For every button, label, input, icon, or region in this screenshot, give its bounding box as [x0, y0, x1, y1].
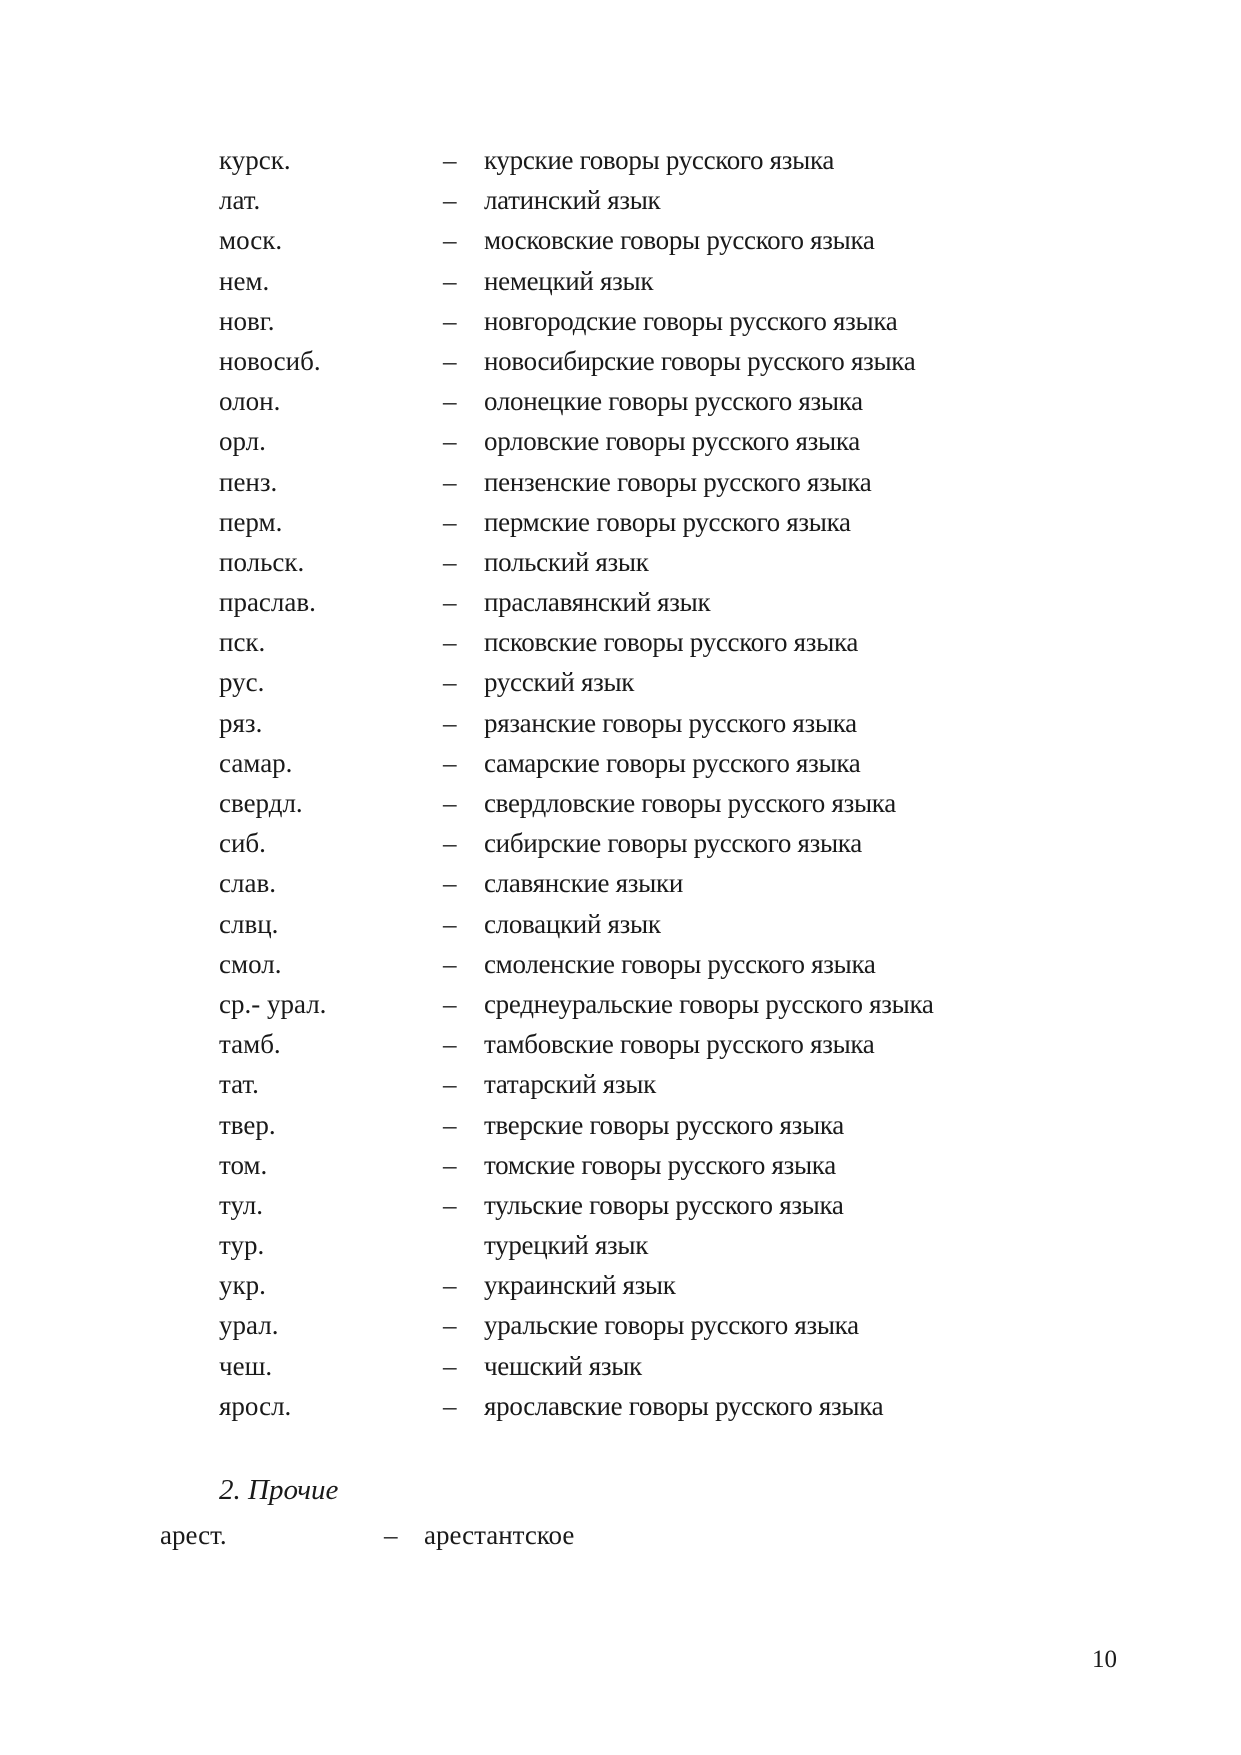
abbreviation: тат.	[219, 1069, 259, 1100]
abbreviation: слав.	[219, 868, 276, 899]
abbreviation-meaning: орловские говоры русского языка	[484, 426, 860, 457]
abbreviation-meaning: самарские говоры русского языка	[484, 747, 861, 778]
abbreviation-row	[0, 748, 1241, 788]
abbreviation-meaning: латинский язык	[484, 185, 661, 216]
abbreviation-row	[0, 467, 1241, 507]
abbreviation-meaning: тверские говоры русского языка	[484, 1109, 844, 1140]
abbreviation-meaning: псковские говоры русского языка	[484, 627, 859, 658]
abbreviation: перм.	[219, 506, 283, 537]
abbreviation-row	[0, 949, 1241, 989]
dash-separator: –	[443, 185, 457, 216]
dash-separator: –	[443, 305, 457, 336]
abbreviation: пенз.	[219, 466, 278, 497]
abbreviation: смол.	[219, 948, 282, 979]
abbreviation-meaning: новгородские говоры русского языка	[484, 305, 898, 336]
abbreviation-row	[0, 306, 1241, 346]
dash-separator: –	[443, 145, 457, 175]
abbreviation-row	[0, 909, 1241, 949]
dash-separator: –	[443, 1390, 457, 1421]
abbreviation-row	[0, 708, 1241, 748]
abbreviation: олон.	[219, 386, 281, 417]
abbreviation-meaning: славянские языки	[484, 868, 683, 899]
abbreviation-meaning: новосибирские говоры русского языка	[484, 345, 916, 376]
dash-separator: –	[443, 627, 457, 658]
abbreviation-row	[0, 185, 1241, 225]
abbreviation-meaning: рязанские говоры русского языка	[484, 707, 857, 738]
abbreviation-row	[0, 627, 1241, 667]
abbreviation-meaning: немецкий язык	[484, 265, 654, 296]
abbreviation: сиб.	[219, 828, 266, 859]
dash-separator: –	[443, 667, 457, 698]
abbreviation-meaning: сибирские говоры русского языка	[484, 828, 862, 859]
abbreviation: свердл.	[219, 788, 303, 818]
dash-separator: –	[443, 1029, 457, 1060]
abbreviation: лат.	[219, 185, 261, 216]
abbreviation: праслав.	[219, 587, 316, 618]
abbreviation-meaning: тамбовские говоры русского языка	[484, 1029, 875, 1060]
abbreviation-meaning: арестантское	[424, 1520, 575, 1550]
abbreviation: курск.	[219, 145, 291, 175]
dash-separator: –	[443, 908, 457, 939]
abbreviation-meaning: чешский язык	[484, 1350, 642, 1381]
abbreviation-row	[0, 1190, 1241, 1230]
abbreviation-meaning: ярославские говоры русского языка	[484, 1390, 884, 1421]
abbreviation-meaning: украинский язык	[484, 1270, 676, 1301]
abbreviation: самар.	[219, 747, 293, 778]
abbreviation-row	[0, 547, 1241, 587]
abbreviation-row	[0, 1270, 1241, 1310]
abbreviation-row	[0, 507, 1241, 547]
abbreviation-meaning: словацкий язык	[484, 908, 661, 939]
abbreviation: новосиб.	[219, 345, 321, 376]
abbreviation: ср.- урал.	[219, 988, 327, 1019]
abbreviation: тамб.	[219, 1029, 281, 1060]
abbreviation: пск.	[219, 627, 266, 658]
abbreviation: орл.	[219, 426, 266, 457]
dash-separator: –	[443, 225, 457, 256]
dash-separator: –	[443, 345, 457, 376]
abbreviation-meaning: смоленские говоры русского языка	[484, 948, 876, 979]
abbreviation-meaning: татарский язык	[484, 1069, 656, 1100]
dash-separator: –	[443, 747, 457, 778]
abbreviation: ряз.	[219, 707, 263, 738]
dash-separator: –	[443, 1270, 457, 1301]
abbreviation-row	[0, 386, 1241, 426]
dash-separator: –	[443, 466, 457, 497]
abbreviation-row	[0, 426, 1241, 466]
dash-separator: –	[443, 1350, 457, 1381]
abbreviation: чеш.	[219, 1350, 273, 1381]
abbreviation-meaning: московские говоры русского языка	[484, 225, 875, 256]
abbreviation: рус.	[219, 667, 265, 698]
abbreviation: твер.	[219, 1109, 276, 1140]
abbreviation-meaning: среднеуральские говоры русского языка	[484, 988, 934, 1019]
abbreviation-meaning: пензенские говоры русского языка	[484, 466, 872, 497]
abbreviation-row	[0, 145, 1241, 185]
abbreviation-row	[0, 1150, 1241, 1190]
abbreviation-meaning: пермские говоры русского языка	[484, 506, 851, 537]
abbreviation: арест.	[160, 1520, 227, 1550]
abbreviation: нем.	[219, 265, 270, 296]
abbreviation-list	[0, 145, 1241, 1431]
abbreviation-meaning: турецкий язык	[484, 1230, 649, 1261]
abbreviation-row	[0, 1029, 1241, 1069]
abbreviation-row	[0, 1069, 1241, 1109]
abbreviation-row	[0, 788, 1241, 828]
abbreviation-row	[0, 1520, 1241, 1560]
abbreviation-row	[0, 1310, 1241, 1350]
dash-separator: –	[443, 948, 457, 979]
abbreviation-meaning: курские говоры русского языка	[484, 145, 835, 175]
abbreviation-row	[0, 868, 1241, 908]
abbreviation-meaning: томские говоры русского языка	[484, 1149, 836, 1180]
abbreviation-row	[0, 667, 1241, 707]
dash-separator: –	[443, 587, 457, 618]
abbreviation-row	[0, 989, 1241, 1029]
dash-separator: –	[443, 788, 457, 818]
abbreviation: яросл.	[219, 1390, 292, 1421]
abbreviation-meaning: тульские говоры русского языка	[484, 1189, 844, 1220]
dash-separator: –	[443, 386, 457, 417]
abbreviation-row	[0, 828, 1241, 868]
abbreviation-meaning: олонецкие говоры русского языка	[484, 386, 863, 417]
abbreviation: укр.	[219, 1270, 266, 1301]
abbreviation-meaning: русский язык	[484, 667, 635, 698]
abbreviation: урал.	[219, 1310, 279, 1341]
abbreviation-meaning: уральские говоры русского языка	[484, 1310, 859, 1341]
dash-separator: –	[443, 1310, 457, 1341]
dash-separator: –	[443, 265, 457, 296]
abbreviation-row	[0, 1230, 1241, 1270]
dash-separator: –	[384, 1520, 398, 1550]
page-number: 10	[1092, 1646, 1117, 1673]
abbreviation-row	[0, 1391, 1241, 1431]
dash-separator: –	[443, 506, 457, 537]
abbreviation-row	[0, 346, 1241, 386]
dash-separator: –	[443, 426, 457, 457]
abbreviation: тур.	[219, 1230, 265, 1261]
abbreviation-meaning: свердловские говоры русского языка	[484, 788, 896, 818]
abbreviation-meaning: польский язык	[484, 546, 649, 577]
dash-separator: –	[443, 1189, 457, 1220]
abbreviation: моск.	[219, 225, 283, 256]
abbreviation-row	[0, 266, 1241, 306]
dash-separator: –	[443, 828, 457, 859]
dash-separator: –	[443, 1149, 457, 1180]
abbreviation-row	[0, 1110, 1241, 1150]
abbreviation: польск.	[219, 546, 305, 577]
abbreviation: тул.	[219, 1189, 263, 1220]
abbreviation-row	[0, 1351, 1241, 1391]
dash-separator: –	[443, 546, 457, 577]
dash-separator: –	[443, 868, 457, 899]
dash-separator: –	[443, 707, 457, 738]
dash-separator: –	[443, 1109, 457, 1140]
dash-separator: –	[443, 1069, 457, 1100]
abbreviation-row	[0, 587, 1241, 627]
abbreviation-row	[0, 225, 1241, 265]
abbreviation: новг.	[219, 305, 275, 336]
dash-separator: –	[443, 988, 457, 1019]
abbreviation: слвц.	[219, 908, 279, 939]
section-heading: 2. Прочие	[219, 1474, 339, 1506]
abbreviation-meaning: праславянский язык	[484, 587, 711, 618]
abbreviation: том.	[219, 1149, 268, 1180]
